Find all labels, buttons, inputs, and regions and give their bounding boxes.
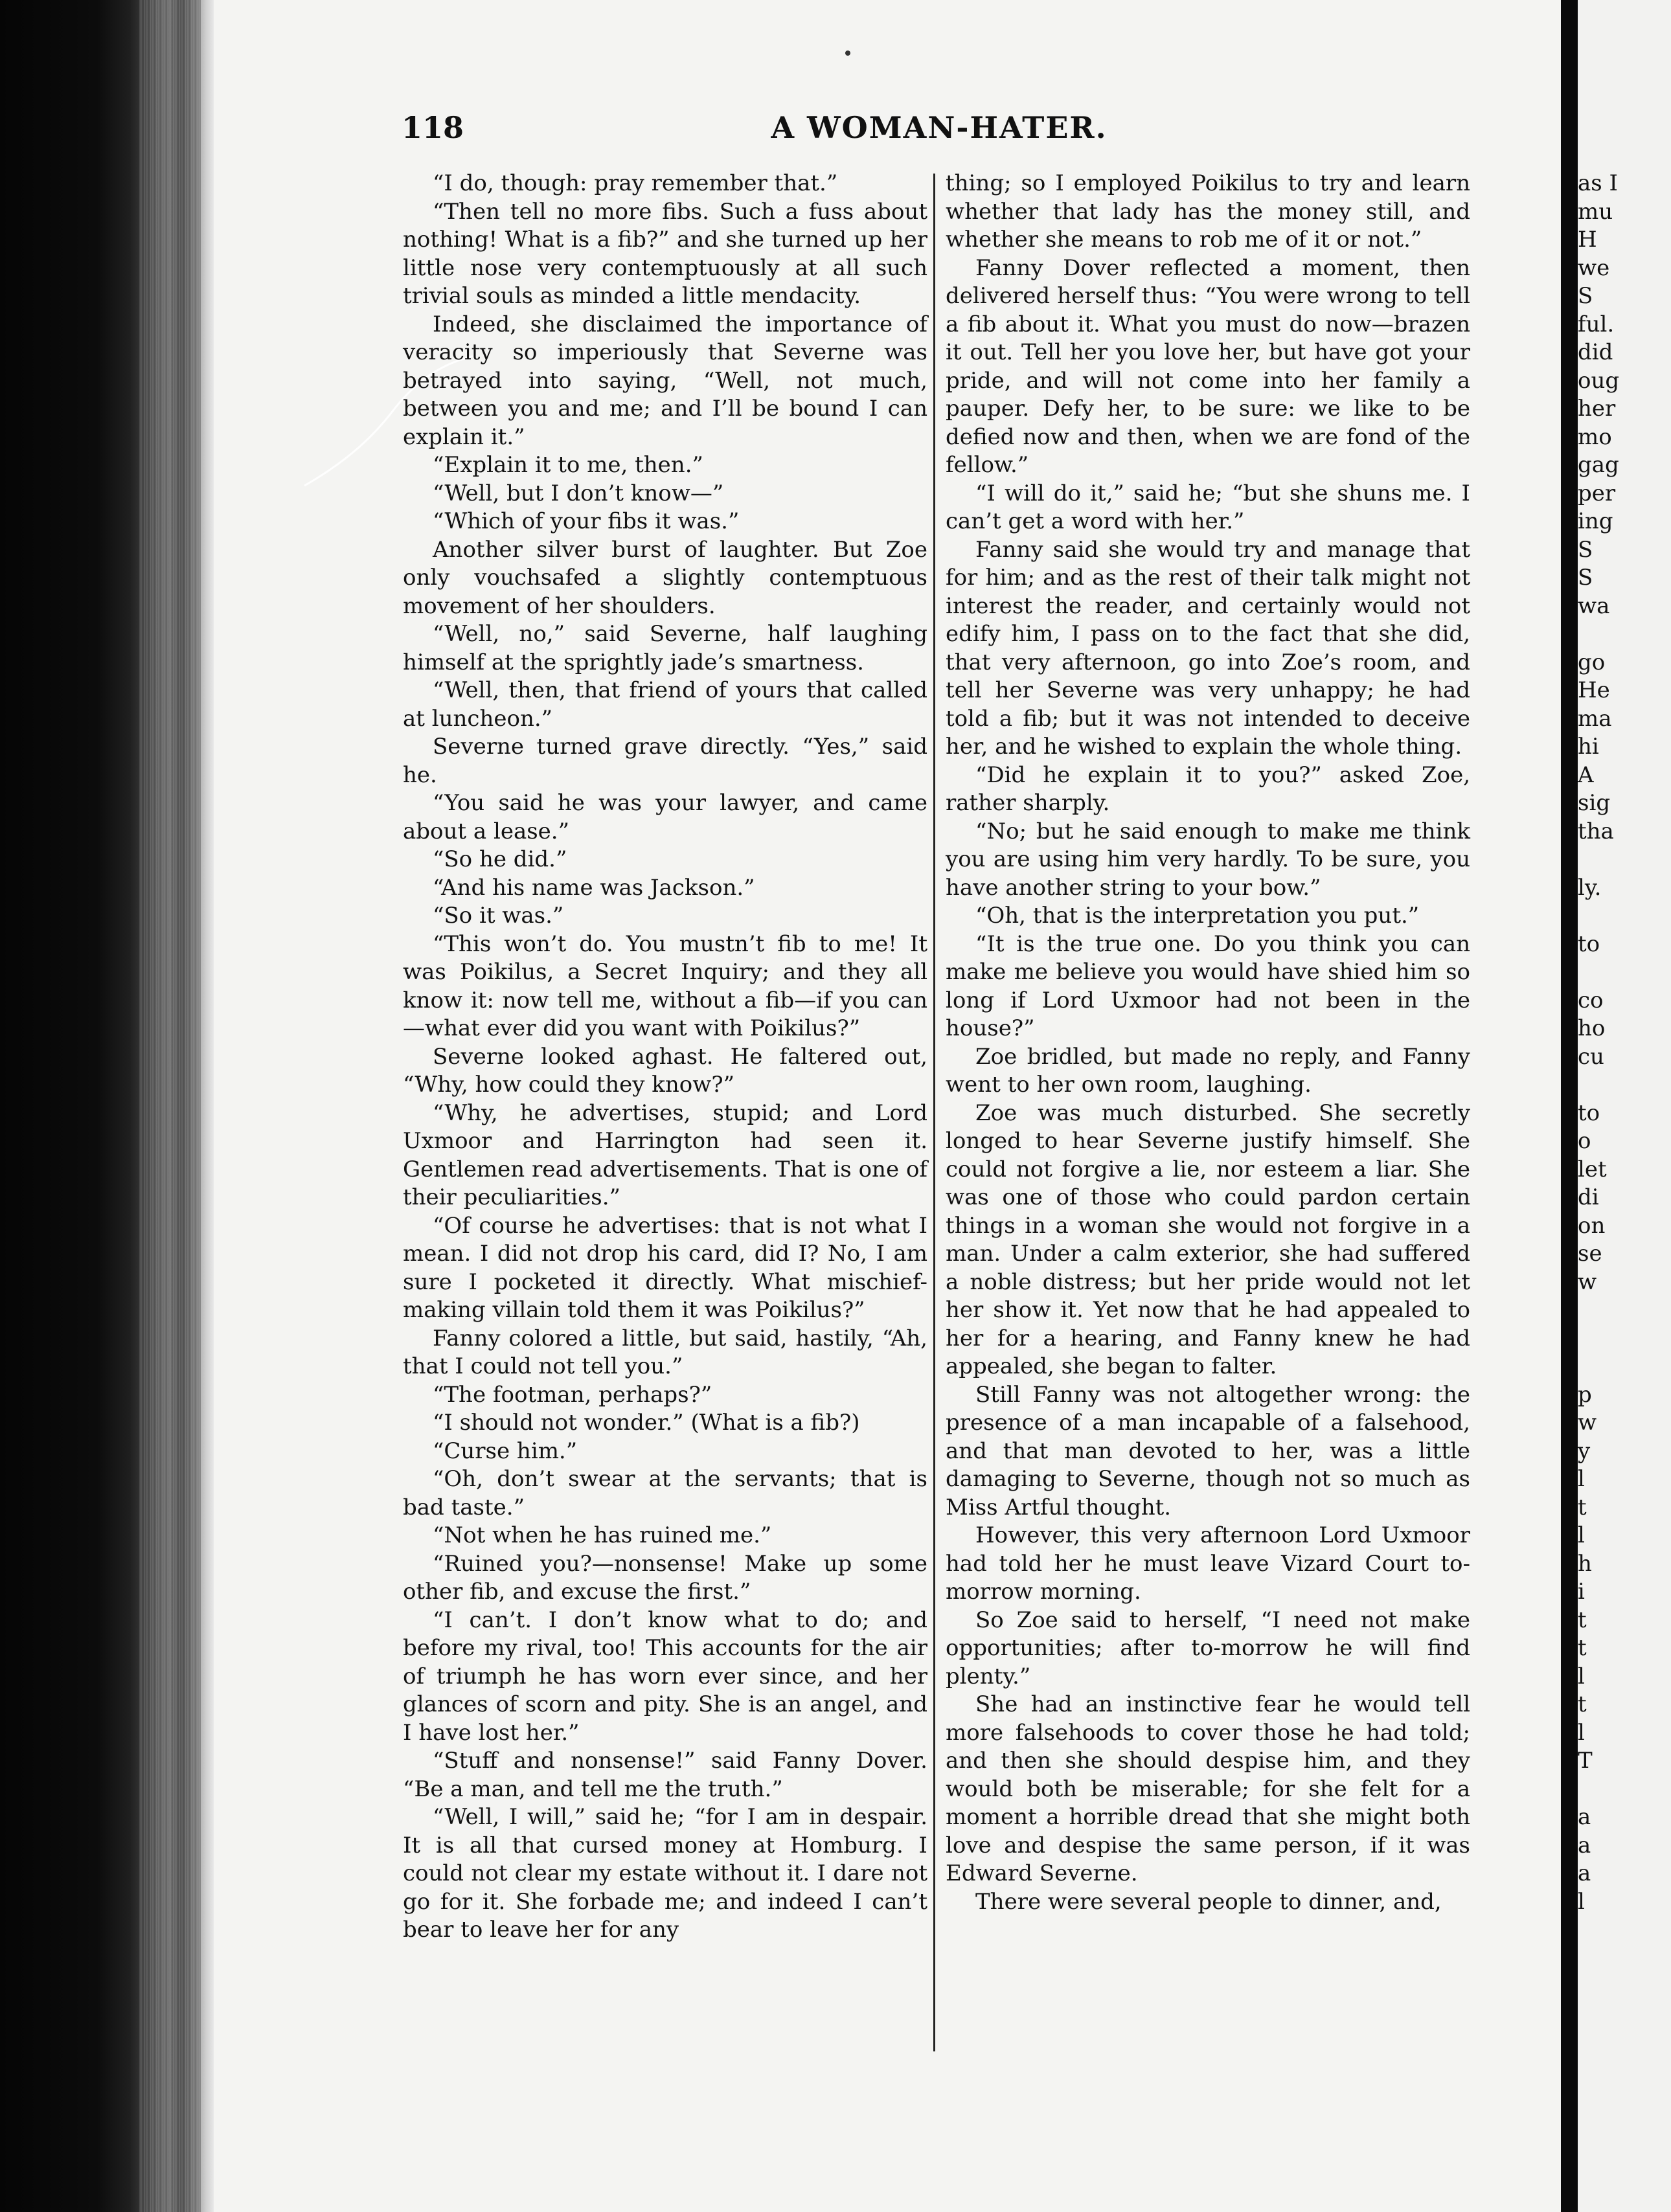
paragraph: “Explain it to me, then.” [433, 452, 703, 478]
paragraph: Still Fanny was not altogether wrong: the presence of a man incapable of a falsehood, and that man devoted to her, was a little damaging to Severne, though not so much as Miss Artful thought. [946, 1381, 1470, 1520]
print-speck [845, 51, 850, 56]
paragraph: “Then tell no more fibs. Such a fuss about nothing! What is a fib?” and she turned up her little nose very contemptuously at all such trivial souls as minded a little mendacity. [403, 198, 927, 309]
right-text-column [946, 170, 1470, 1916]
paragraph: “I do, though: pray remember that.” [433, 170, 838, 196]
paragraph: “Ruined you?—nonsense! Make up some other fib, and excuse the first.” [403, 1550, 927, 1605]
paragraph: Severne looked aghast. He faltered out, “Why, how could they know?” [403, 1043, 927, 1098]
paragraph: “The footman, perhaps?” [433, 1381, 712, 1408]
running-title: A WOMAN-HATER. [771, 110, 1108, 145]
paragraph: So Zoe said to herself, “I need not make opportunities; after to-morrow he will find plenty.” [946, 1607, 1470, 1689]
paragraph: She had an instinctive fear he would tell more falsehoods to cover those he had told; and then she should despise him, and they would both be miserable; for she felt for a moment a horrible dread that she might both love and despise the same person, if it was Edward Severne. [946, 1691, 1470, 1886]
paragraph: Zoe bridled, but made no reply, and Fanny went to her own room, laughing. [946, 1043, 1470, 1098]
column-rule [933, 174, 935, 2051]
left-text-column [403, 170, 927, 1945]
paragraph: “So he did.” [433, 846, 567, 872]
paragraph: “No; but he said enough to make me think you are using him very hardly. To be sure, you have another string to your bow.” [946, 818, 1470, 901]
paragraph: Another silver burst of laughter. But Zoe only vouchsafed a slightly contemptuous movement of her shoulders. [403, 536, 927, 619]
paragraph: “Oh, that is the interpretation you put.” [975, 903, 1420, 929]
paragraph: “Well, I will,” said he; “for I am in despair. It is all that cursed money at Homburg. I could not clear my estate without it. I dare not go for it. She forbade me; and indeed I can’t bear to leave her for any [403, 1804, 927, 1943]
page-header [402, 110, 1477, 162]
adjacent-page-edge [1578, 0, 1671, 2212]
paragraph: “I should not wonder.” (What is a fib?) [433, 1410, 860, 1436]
paragraph: “Well, then, that friend of yours that called at luncheon.” [403, 677, 927, 732]
gutter-shadow [1561, 0, 1578, 2212]
paragraph: “Curse him.” [433, 1438, 578, 1464]
paragraph: “Why, he advertises, stupid; and Lord Uxmoor and Harrington had seen it. Gentlemen read advertisements. That is one of their peculiarities.” [403, 1100, 927, 1210]
paragraph: “You said he was your lawyer, and came about a lease.” [403, 790, 927, 844]
paragraph: “It is the true one. Do you think you can make me believe you would have shied him so long if Lord Uxmoor had not been in the house?” [946, 931, 1470, 1041]
paragraph: Indeed, she disclaimed the importance of veracity so imperiously that Severne was betrayed into saying, “Well, not much, between you and me; and I’ll be bound I can explain it.” [403, 311, 927, 450]
paragraph: Fanny said she would try and manage that for him; and as the rest of their talk might not interest the reader, and certainly would not edify him, I pass on to the fact that she did, that very afternoon, go into Zoe’s room, and tell her Severne was very unhappy; he had told a fib; but it was not intended to deceive her, and he wished to explain the whole thing. [946, 536, 1470, 760]
paragraph: There were several people to dinner, and, [975, 1888, 1442, 1915]
paragraph: “Which of your fibs it was.” [433, 508, 740, 534]
paragraph: “I can’t. I don’t know what to do; and before my rival, too! This accounts for the air of triumph he has worn ever since, and her glances of scorn and pity. She is an angel, and I have lost her.” [403, 1607, 927, 1746]
page-number: 118 [402, 110, 464, 145]
paragraph: “I will do it,” said he; “but she shuns me. I can’t get a word with her.” [946, 480, 1470, 534]
paragraph: Zoe was much disturbed. She secretly longed to hear Severne justify himself. She could not forgive a lie, nor esteem a liar. She was one of those who could pardon certain things in a woman she would not forgive in a man. Under a calm exterior, she had suffered a noble distress; but her pride would not let her show it. Yet now that he had appealed to her for a hearing, and Fanny knew he had appealed, she began to falter. [946, 1100, 1470, 1379]
paragraph: “Not when he has ruined me.” [433, 1522, 772, 1548]
paragraph: thing; so I employed Poikilus to try and learn whether that lady has the money still, and whether she means to rob me of it or not.” [946, 170, 1470, 253]
paragraph: “Stuff and nonsense!” said Fanny Dover. “Be a man, and tell me the truth.” [403, 1748, 927, 1802]
page-edges [139, 0, 201, 2212]
adjacent-page-text: as I mu H we S ful. did oug her mo gag per ing S S wa go He ma hi A sig tha ly. to co ho cu to o let di on se w p w y l t l h i t t l t l T a a a l [1578, 170, 1620, 1915]
paragraph: “Oh, don’t swear at the servants; that is bad taste.” [403, 1466, 927, 1520]
paragraph: Fanny colored a little, but said, hastily, “Ah, that I could not tell you.” [403, 1325, 927, 1379]
paragraph: “This won’t do. You mustn’t fib to me! It was Poikilus, a Secret Inquiry; and they all know it: now tell me, without a fib—if you can—what ever did you want with Poikilus?” [403, 931, 927, 1041]
paragraph: “Well, no,” said Severne, half laughing himself at the sprightly jade’s smartness. [403, 621, 927, 675]
paragraph: “Of course he advertises: that is not what I mean. I did not drop his card, did I? No, I am sure I pocketed it directly. What mischief-making villain told them it was Poikilus?” [403, 1212, 927, 1323]
paragraph: “So it was.” [433, 903, 564, 929]
paragraph: Fanny Dover reflected a moment, then delivered herself thus: “You were wrong to tell a fib about it. What you must do now—brazen it out. Tell her you love her, but have got your pride, and will not come into her family a pauper. Defy her, to be sure: we like to be defied now and then, when we are fond of the fellow.” [946, 254, 1470, 478]
paragraph: “Did he explain it to you?” asked Zoe, rather sharply. [946, 762, 1470, 816]
paragraph: Severne turned grave directly. “Yes,” said he. [403, 734, 927, 788]
paragraph: “Well, but I don’t know—” [433, 480, 724, 506]
paragraph: “And his name was Jackson.” [433, 874, 755, 901]
paragraph: However, this very afternoon Lord Uxmoor had told her he must leave Vizard Court to-morrow morning. [946, 1522, 1470, 1605]
